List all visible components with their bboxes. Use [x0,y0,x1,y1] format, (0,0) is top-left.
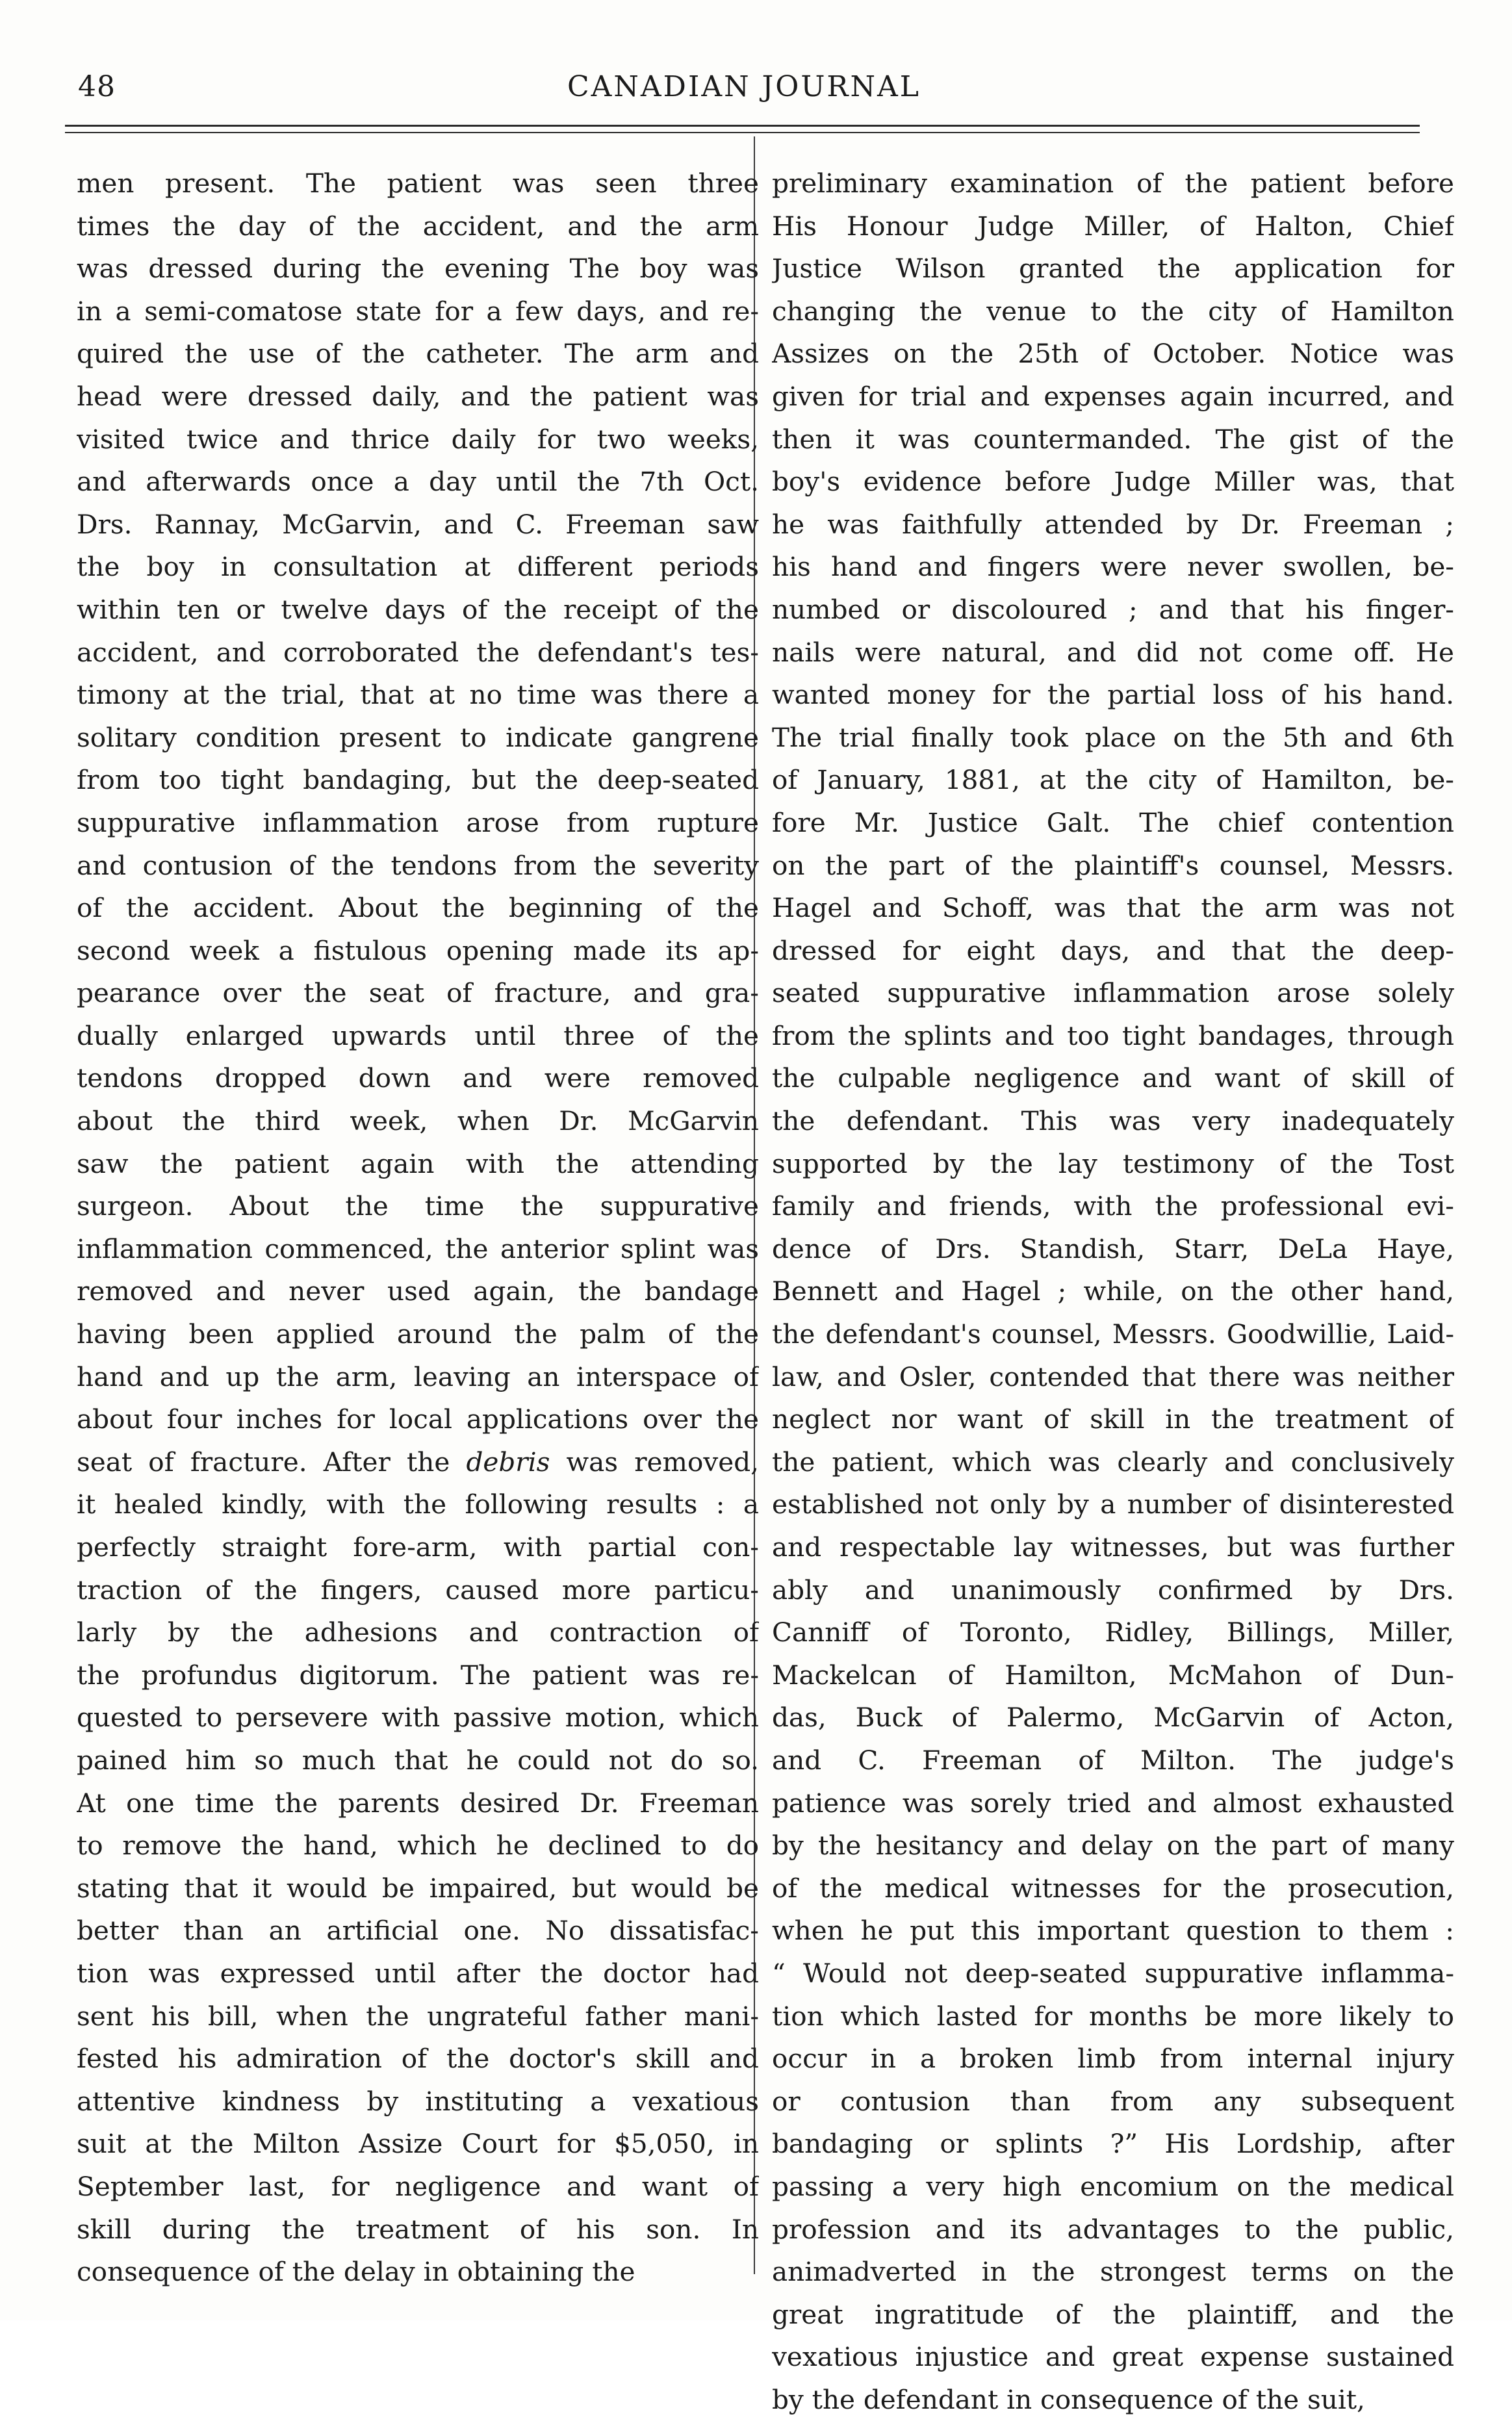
text-line: quired the use of the catheter. The arm and [77,338,759,370]
text-line: times the day of the accident, and the arm [77,210,759,242]
text-line: hand and up the arm, leaving an interspace of [77,1361,759,1392]
text-line: bandaging or splints ?” His Lordship, after [772,2128,1454,2160]
text-line: it healed kindly, with the following results : a [77,1489,759,1520]
text-line: changing the venue to the city of Hamilton [772,295,1454,327]
text-line: about four inches for local applications over the [77,1403,759,1435]
text-line: occur in a broken limb from internal injury [772,2043,1454,2075]
text-line: profession and its advantages to the public, [772,2213,1454,2245]
text-line: head were dressed daily, and the patient was [77,380,759,412]
text-line: in a semi-comatose state for a few days, and re- [77,295,759,327]
text-line: Drs. Rannay, McGarvin, and C. Freeman saw [77,508,759,540]
text-line: Mackelcan of Hamilton, McMahon of Dun- [772,1659,1454,1691]
text-line: “ Would not deep-seated suppurative inflamma- [772,1957,1454,1989]
text-line: was dressed during the evening The boy was [77,253,759,285]
text-line: from too tight bandaging, but the deep-seated [77,764,759,796]
text-line: wanted money for the partial loss of his hand. [772,679,1454,711]
text-line: nails were natural, and did not come off. He [772,636,1454,668]
text-line: fested his admiration of the doctor's skill and [77,2043,759,2075]
text-line: traction of the fingers, caused more particu- [77,1574,759,1606]
header-rule [65,125,1420,127]
text-line: pained him so much that he could not do so. [77,1744,759,1776]
text-line: dressed for eight days, and that the deep- [772,934,1454,966]
text-line: his hand and fingers were never swollen, be- [772,551,1454,583]
text-line: Assizes on the 25th of October. Notice was [772,338,1454,370]
text-line: and contusion of the tendons from the severity [77,849,759,881]
text-line: The trial finally took place on the 5th and 6th [772,721,1454,753]
text-line: to remove the hand, which he declined to do [77,1830,759,1862]
text-line: by the defendant in consequence of the suit, [772,2383,1365,2415]
header-rule-thin [65,132,1420,133]
text-line: inflammation commenced, the anterior splint was [77,1233,759,1264]
text-line: pearance over the seat of fracture, and gra- [77,977,759,1009]
text-line: given for trial and expenses again incurred, and [772,380,1454,412]
text-line: dence of Drs. Standish, Starr, DeLa Haye, [772,1233,1454,1264]
text-line: established not only by a number of disinterested [772,1489,1454,1520]
text-line: men present. The patient was seen three [77,168,759,199]
text-line: of the medical witnesses for the prosecution, [772,1872,1454,1904]
left-column [77,162,759,2294]
text-line: on the part of the plaintiff's counsel, Messrs. [772,849,1454,881]
text-line: of the accident. About the beginning of the [77,892,759,924]
text-line: when he put this important question to them : [772,1915,1454,1947]
text-line: great ingratitude of the plaintiff, and the [772,2298,1454,2330]
text-line: having been applied around the palm of the [77,1318,759,1350]
text-line: tion was expressed until after the doctor had [77,1957,759,1989]
text-line: within ten or twelve days of the receipt of the [77,593,759,625]
text-line: by the hesitancy and delay on the part of many [772,1830,1454,1862]
text-line: or contusion than from any subsequent [772,2085,1454,2117]
page-number: 48 [78,70,116,103]
text-line: of January, 1881, at the city of Hamilton, be- [772,764,1454,796]
text-line: timony at the trial, that at no time was there a [77,679,759,711]
text-line: seat of fracture. After the debris was removed, [77,1446,759,1478]
text-line: perfectly straight fore-arm, with partial con- [77,1531,759,1563]
text-line: preliminary examination of the patient before [772,168,1454,199]
text-line: larly by the adhesions and contraction of [77,1617,759,1648]
right-column [772,162,1454,2421]
text-line: supported by the lay testimony of the Tost [772,1147,1454,1179]
text-line: law, and Osler, contended that there was neither [772,1361,1454,1392]
italic-word: debris [466,1446,550,1478]
text-line: ably and unanimously confirmed by Drs. [772,1574,1454,1606]
text-line: das, Buck of Palermo, McGarvin of Acton, [772,1702,1454,1734]
text-line: passing a very high encomium on the medical [772,2170,1454,2202]
text-line: he was faithfully attended by Dr. Freeman ; [772,508,1454,540]
text-line: the patient, which was clearly and conclusively [772,1446,1454,1478]
text-line: neglect nor want of skill in the treatment of [772,1403,1454,1435]
text-line: the profundus digitorum. The patient was re- [77,1659,759,1691]
text-line: Bennett and Hagel ; while, on the other hand, [772,1275,1454,1307]
text-line: from the splints and too tight bandages, through [772,1019,1454,1051]
text-line: second week a fistulous opening made its ap- [77,934,759,966]
text-line: stating that it would be impaired, but would be [77,1872,759,1904]
text-line: and afterwards once a day until the 7th Oct. [77,466,759,498]
text-line: the boy in consultation at different periods [77,551,759,583]
text-line: saw the patient again with the attending [77,1147,759,1179]
text-line: and C. Freeman of Milton. The judge's [772,1744,1454,1776]
page-header [78,70,1410,116]
text-line: then it was countermanded. The gist of the [772,423,1454,455]
text-line: about the third week, when Dr. McGarvin [77,1105,759,1137]
text-line: and respectable lay witnesses, but was further [772,1531,1454,1563]
running-head: CANADIAN JOURNAL [567,70,921,103]
text-line: numbed or discoloured ; and that his finger- [772,593,1454,625]
text-line: family and friends, with the professional evi- [772,1190,1454,1222]
text-line: September last, for negligence and want of [77,2170,759,2202]
text-line: the defendant. This was very inadequately [772,1105,1454,1137]
text-line: boy's evidence before Judge Miller was, that [772,466,1454,498]
text-line: attentive kindness by instituting a vexatious [77,2085,759,2117]
text-line: sent his bill, when the ungrateful father mani- [77,2000,759,2032]
text-line: patience was sorely tried and almost exhausted [772,1787,1454,1819]
text-line: fore Mr. Justice Galt. The chief contention [772,806,1454,838]
text-line: accident, and corroborated the defendant's tes- [77,636,759,668]
text-line: solitary condition present to indicate gangrene [77,721,759,753]
text-line: seated suppurative inflammation arose solely [772,977,1454,1009]
text-line: consequence of the delay in obtaining the [77,2256,635,2288]
text-line: tendons dropped down and were removed [77,1062,759,1094]
text-line: tion which lasted for months be more likely to [772,2000,1454,2032]
text-line: quested to persevere with passive motion, which [77,1702,759,1734]
text-line: Justice Wilson granted the application for [772,253,1454,285]
text-line: His Honour Judge Miller, of Halton, Chief [772,210,1454,242]
text-line: suppurative inflammation arose from rupture [77,806,759,838]
text-line: visited twice and thrice daily for two weeks, [77,423,759,455]
text-line: surgeon. About the time the suppurative [77,1190,759,1222]
text-line: the defendant's counsel, Messrs. Goodwillie, Laid- [772,1318,1454,1350]
text-line: vexatious injustice and great expense sustained [772,2341,1454,2373]
text-line: animadverted in the strongest terms on the [772,2256,1454,2288]
text-line: At one time the parents desired Dr. Freeman [77,1787,759,1819]
text-line: skill during the treatment of his son. In [77,2213,759,2245]
text-line: dually enlarged upwards until three of the [77,1019,759,1051]
text-line: better than an artificial one. No dissatisfac- [77,1915,759,1947]
text-line: the culpable negligence and want of skill of [772,1062,1454,1094]
text-line: Canniff of Toronto, Ridley, Billings, Miller, [772,1617,1454,1648]
text-line: removed and never used again, the bandage [77,1275,759,1307]
text-line: Hagel and Schoff, was that the arm was not [772,892,1454,924]
text-line: suit at the Milton Assize Court for $5,050, in [77,2128,759,2160]
